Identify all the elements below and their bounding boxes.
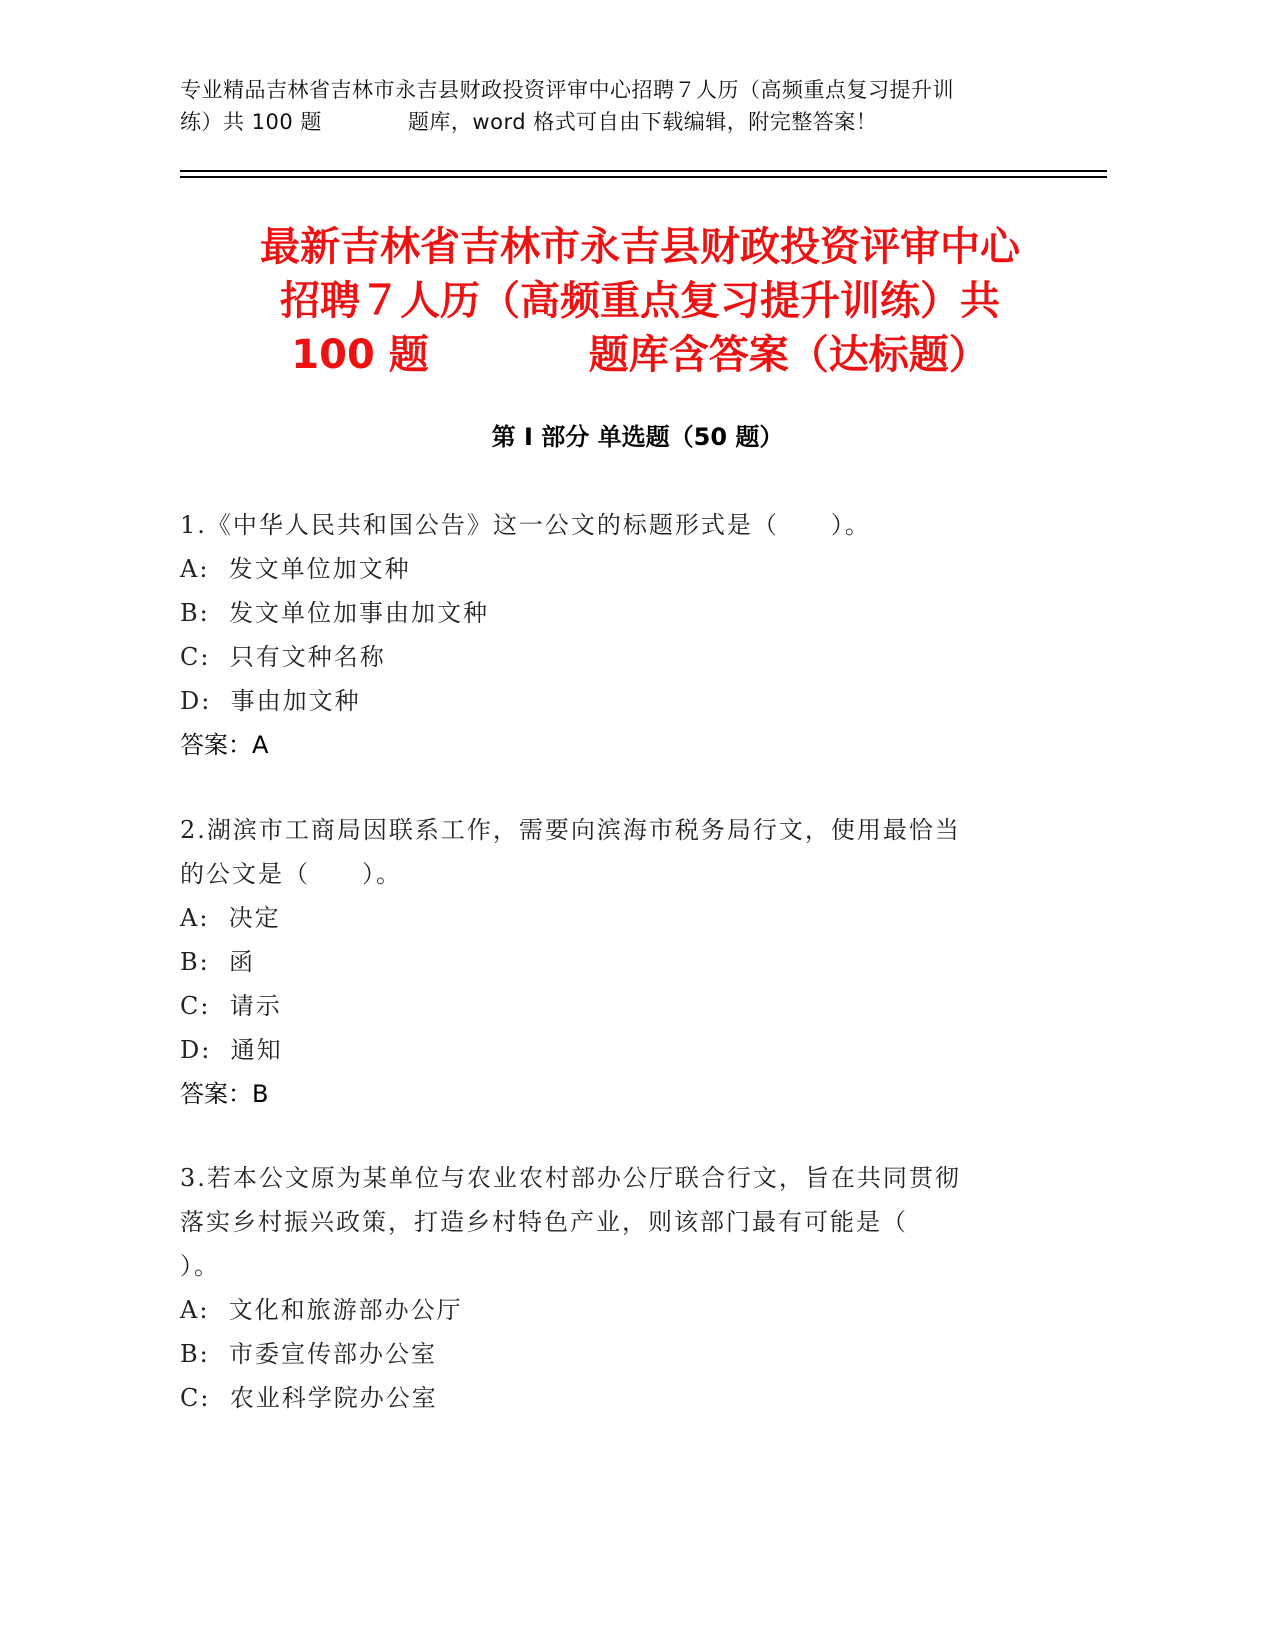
answer: 答案：A (180, 731, 269, 759)
option-b: B: 发文单位加事由加文种 (180, 599, 489, 627)
question-text: 3.若本公文原为某单位与农业农村部办公厅联合行文，旨在共同贯彻 (180, 1164, 961, 1192)
answer: 答案：B (180, 1080, 269, 1108)
option-a: A: 发文单位加文种 (180, 555, 411, 583)
header-rule-top (180, 170, 1107, 172)
header-line-1: 专业精品吉林省吉林市永吉县财政投资评审中心招聘７人历（高频重点复习提升训 (180, 78, 954, 102)
header-rule-bottom (180, 176, 1107, 178)
option-d: D: 通知 (180, 1036, 283, 1064)
question-1 (180, 503, 1040, 767)
document-title (140, 220, 1140, 382)
option-c: C: 请示 (180, 992, 282, 1020)
option-d: D: 事由加文种 (180, 687, 361, 715)
question-text: 1.《中华人民共和国公告》这一公文的标题形式是（ ）。 (180, 511, 871, 539)
option-a: A: 决定 (180, 904, 281, 932)
header-line-2: 练）共 100 题 题库，word 格式可自由下载编辑，附完整答案！ (180, 110, 878, 134)
option-b: B: 函 (180, 948, 255, 976)
question-text: 的公文是（ ）。 (180, 860, 402, 888)
question-2 (180, 808, 1040, 1116)
document-header (180, 74, 1060, 138)
option-c: C: 农业科学院办公室 (180, 1384, 438, 1412)
question-3 (180, 1156, 1040, 1420)
question-text: ）。 (180, 1252, 220, 1280)
option-b: B: 市委宣传部办公室 (180, 1340, 437, 1368)
section-heading: 第 I 部分 单选题（50 题） (491, 423, 784, 451)
option-c: C: 只有文种名称 (180, 643, 386, 671)
title-line-3: 100 题 题库含答案（达标题） (291, 332, 989, 378)
question-text: 2.湖滨市工商局因联系工作，需要向滨海市税务局行文，使用最恰当 (180, 816, 961, 844)
title-line-1: 最新吉林省吉林市永吉县财政投资评审中心 (260, 224, 1020, 270)
question-text: 落实乡村振兴政策，打造乡村特色产业，则该部门最有可能是（ (180, 1208, 908, 1236)
title-line-2: 招聘７人历（高频重点复习提升训练）共 (280, 278, 1000, 324)
option-a: A: 文化和旅游部办公厅 (180, 1296, 463, 1324)
